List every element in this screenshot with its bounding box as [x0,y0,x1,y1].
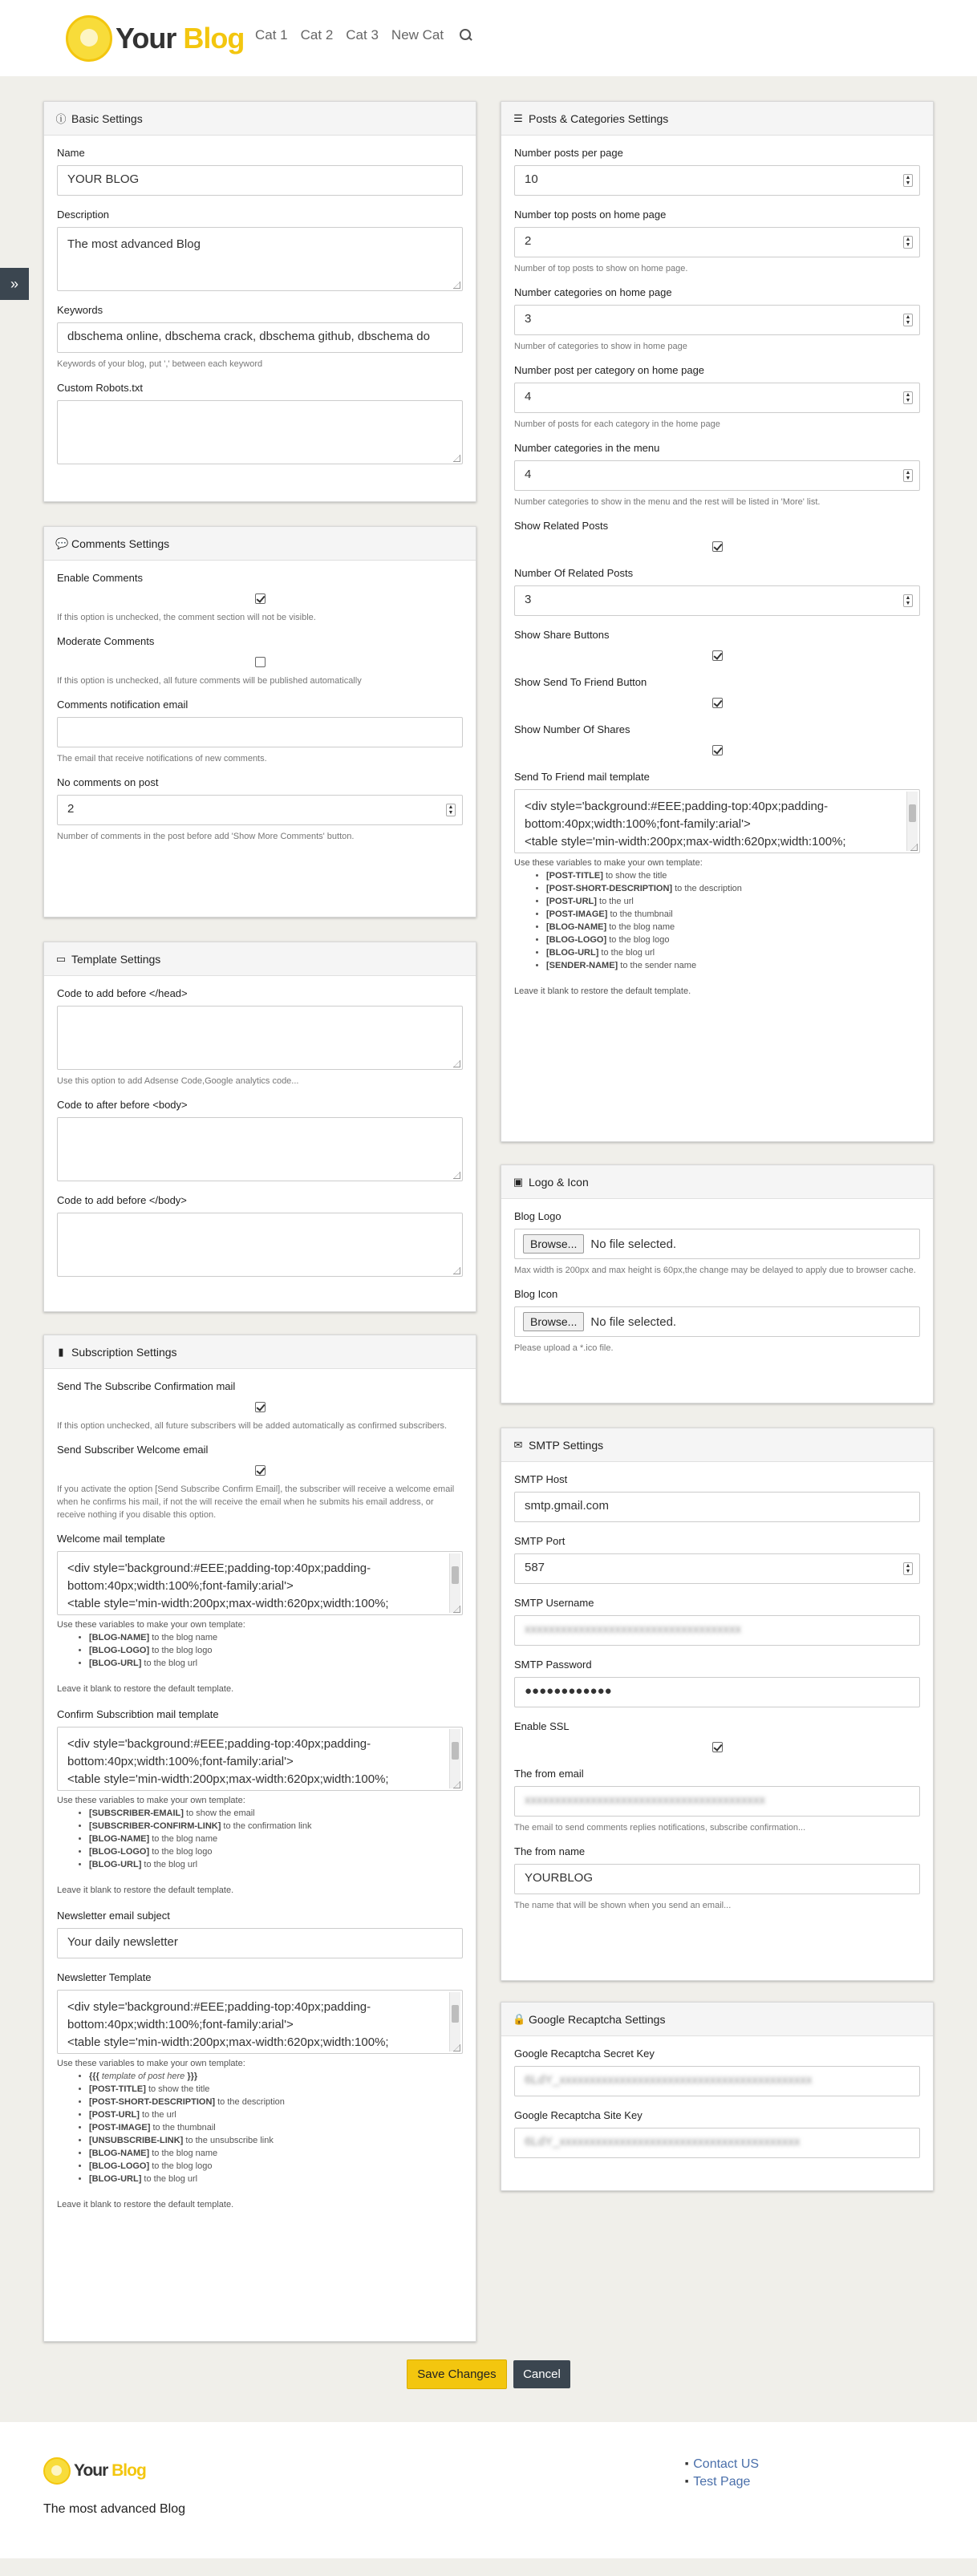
monitor-icon: ▭ [55,952,67,965]
textarea-scrollbar[interactable] [449,1553,460,1613]
panel-title: Basic Settings [71,111,143,125]
blog-icon-file-input[interactable] [514,1306,920,1337]
blog-icon-help: Please upload a *.ico file. [514,1343,614,1353]
panel-title: Comments Settings [71,537,170,550]
comments-count-input[interactable]: 2 ▲ ▼ [57,795,463,825]
welcome-template-textarea[interactable]: <div style='background:#EEE;padding-top:40px;padding- bottom:40px;width:100%;font-family:arial'> <table style='min-width:200px;max-width:620px;width:100%; [57,1551,463,1615]
file-status: No file selected. [590,1314,677,1329]
browse-button[interactable]: Browse... [523,1234,584,1254]
comments-count-help: Number of comments in the post before add 'Show More Comments' button. [57,832,355,841]
logo-text: Your Blog [74,2461,146,2480]
keywords-help: Keywords of your blog, put ',' between each keyword [57,359,263,369]
enable-ssl-checkbox[interactable] [712,1742,723,1752]
number-spinner-icon[interactable]: ▲ ▼ [903,314,913,326]
comments-settings-panel [43,526,476,917]
moderate-comments-help: If this option is unchecked, all future comments will be published automatically [57,676,362,686]
number-spinner-icon[interactable]: ▲ ▼ [903,594,913,607]
recaptcha-site-label: Google Recaptcha Site Key [514,2109,643,2121]
site-header [0,0,977,76]
keywords-input[interactable]: dbschema online, dbschema crack, dbschema github, dbschema do [57,322,463,353]
head-code-label: Code to add before </head> [57,987,188,999]
body-close-code-label: Code to add before </body> [57,1194,187,1206]
footer-link-contact[interactable]: ■ Contact US [685,2457,759,2472]
from-email-label: The from email [514,1768,584,1780]
confirm-mail-help: If this option unchecked, all future subscribers will be added automatically as confirmed subscribers. [57,1421,448,1431]
panel-heading [44,942,476,976]
textarea-scrollbar[interactable] [449,1992,460,2051]
smtp-username-label: SMTP Username [514,1597,594,1609]
from-name-input[interactable]: YOURBLOG [514,1864,920,1894]
related-count-label: Number Of Related Posts [514,567,634,579]
envelope-icon: ✉ [513,1438,523,1451]
welcome-template-vars: Use these variables to make your own template: • [BLOG-NAME] to the blog name • [BLOG-LOGO] to the blog logo • [BLOG-URL] to the blog url Leave it blank to restore the default template. [57,1618,463,1695]
panel-heading [44,102,476,136]
number-spinner-icon[interactable]: ▲ ▼ [446,804,456,816]
smtp-host-input[interactable]: smtp.gmail.com [514,1492,920,1522]
related-count-input[interactable]: 3 ▲ ▼ [514,585,920,616]
recaptcha-secret-input[interactable]: 6LdY_xxxxxxxxxxxxxxxxxxxxxxxxxxxxxxxxxxxxxxxxxx [514,2066,920,2096]
head-code-help: Use this option to add Adsense Code,Google analytics code... [57,1076,299,1086]
comment-icon: 💬 [55,537,69,549]
welcome-mail-help: If you activate the option [Send Subscribe Confirm Email], the subscriber will receive a welcome email when he confirms his mail, if not the will receive the email when he submits his email address, or receive nothing if you disable this option. [57,1484,455,1520]
panel-title: Logo & Icon [529,1175,589,1189]
posts-per-page-label: Number posts per page [514,147,623,159]
newsletter-template-label: Newsletter Template [57,1971,152,1983]
robots-label: Custom Robots.txt [57,382,143,394]
home-categories-input[interactable]: 3 ▲ ▼ [514,305,920,335]
panel-heading [501,2003,933,2036]
template-settings-panel [43,942,476,1312]
panel-heading [501,1428,933,1462]
moderate-comments-label: Moderate Comments [57,635,155,647]
main-nav [255,27,472,43]
body-close-code-textarea[interactable] [57,1213,463,1277]
related-posts-checkbox[interactable] [712,541,723,552]
smtp-port-label: SMTP Port [514,1535,566,1547]
form-actions [0,2359,977,2389]
robots-textarea[interactable] [57,400,463,464]
logo-mark-icon [66,15,112,62]
browse-button[interactable]: Browse... [523,1312,584,1331]
smtp-password-input[interactable]: ●●●●●●●●●●●● [514,1677,920,1707]
smtp-port-input[interactable]: 587 ▲ ▼ [514,1553,920,1584]
list-icon: ☰ [513,111,523,124]
recaptcha-site-input[interactable]: 6LdY_xxxxxxxxxxxxxxxxxxxxxxxxxxxxxxxxxxxxxxxx [514,2128,920,2158]
enable-comments-checkbox[interactable] [255,593,266,604]
enable-comments-help: If this option is unchecked, the comment section will not be visible. [57,613,316,622]
basic-settings-panel [43,101,476,502]
save-changes-button[interactable]: Save Changes [407,2359,506,2389]
number-spinner-icon[interactable]: ▲ ▼ [903,469,913,482]
menu-categories-label: Number categories in the menu [514,442,660,454]
keywords-label: Keywords [57,304,103,316]
smtp-password-label: SMTP Password [514,1659,592,1671]
description-textarea[interactable]: The most advanced Blog [57,227,463,291]
image-icon: ▣ [513,1175,524,1188]
top-posts-help: Number of top posts to show on home page. [514,264,688,273]
posts-categories-panel [501,101,934,1142]
from-email-help: The email to send comments replies notifications, subscribe confirmation... [514,1823,806,1833]
posts-per-page-input[interactable]: 10 ▲ ▼ [514,165,920,196]
from-email-input[interactable]: xxxxxxxxxxxxxxxxxxxxxxxxxxxxxxxxxxxxxxxx [514,1786,920,1817]
panel-title: Posts & Categories Settings [529,111,669,125]
site-footer [0,2422,977,2558]
smtp-host-label: SMTP Host [514,1473,568,1485]
confirm-template-label: Confirm Subscribtion mail template [57,1708,219,1720]
newsletter-template-vars: Use these variables to make your own template: • {{{ template of post here }}} • [POST-TITLE] to show the title • [POST-SHORT-DESCRIPTION] to the description • [POST-URL] to the url • [POST-IMAGE] to the thumbnail • [UNSUBSCRIBE-LINK] to the unsubscribe link • [BLOG-NAME] to the blog name • [BLOG-LOGO] to the blog logo • [BLOG-URL] to the blog url Leave it blank to restore the default template. [57,2057,463,2211]
footer-link-test-page[interactable]: ■ Test Page [685,2475,759,2489]
share-count-checkbox[interactable] [712,745,723,755]
footer-logo[interactable] [43,2457,146,2485]
lock-icon: 🔒 [513,2012,526,2025]
related-posts-label: Show Related Posts [514,520,609,532]
newsletter-template-textarea[interactable]: <div style='background:#EEE;padding-top:40px;padding- bottom:40px;width:100%;font-family:arial'> <table style='min-width:200px;max-width:620px;width:100%; [57,1990,463,2054]
comments-count-label: No comments on post [57,776,159,788]
cancel-button[interactable]: Cancel [513,2360,570,2388]
welcome-mail-checkbox[interactable] [255,1465,266,1476]
menu-categories-help: Number categories to show in the menu and the rest will be listed in 'More' list. [514,497,821,507]
posts-per-category-help: Number of posts for each category in the home page [514,419,720,429]
description-label: Description [57,209,110,221]
from-name-label: The from name [514,1845,586,1857]
panel-title: Google Recaptcha Settings [529,2012,666,2026]
panel-title: Subscription Settings [71,1345,177,1359]
body-open-code-label: Code to after before <body> [57,1099,188,1111]
friend-template-label: Send To Friend mail template [514,771,650,783]
friend-template-textarea[interactable]: <div style='background:#EEE;padding-top:40px;padding- bottom:40px;width:100%;font-family:arial'> <table style='min-width:200px;max-width:620px;width:100%; [514,789,920,853]
confirm-template-textarea[interactable]: <div style='background:#EEE;padding-top:40px;padding- bottom:40px;width:100%;font-family:arial'> <table style='min-width:200px;max-width:620px;width:100%; [57,1727,463,1791]
share-count-label: Show Number Of Shares [514,723,630,735]
body-open-code-textarea[interactable] [57,1117,463,1181]
share-buttons-label: Show Share Buttons [514,629,610,641]
friend-template-vars: Use these variables to make your own template: • [POST-TITLE] to show the title • [POST-SHORT-DESCRIPTION] to the description • [POST-URL] to the url • [POST-IMAGE] to the thumbnail • [BLOG-NAME] to the blog name • [BLOG-LOGO] to the blog logo • [BLOG-URL] to the blog url • [SENDER-NAME] to the sender name Leave it blank to restore the default template. [514,857,920,998]
panel-title: SMTP Settings [529,1438,604,1452]
recaptcha-settings-panel [501,2002,934,2191]
confirm-mail-label: Send The Subscribe Confirmation mail [57,1380,236,1392]
notification-email-label: Comments notification email [57,699,189,711]
number-spinner-icon[interactable]: ▲ ▼ [903,391,913,404]
blog-icon-label: Blog Icon [514,1288,558,1300]
blog-logo-file-input[interactable] [514,1229,920,1259]
home-categories-label: Number categories on home page [514,286,672,298]
footer-tagline: The most advanced Blog [43,2502,185,2516]
logo-mark-icon [43,2457,71,2485]
panel-title: Template Settings [71,952,161,966]
smtp-username-input[interactable]: xxxxxxxxxxxxxxxxxxxxxxxxxxxxxxxxxxxx [514,1615,920,1646]
panel-heading [501,1165,933,1199]
search-icon[interactable] [460,29,472,42]
top-posts-label: Number top posts on home page [514,209,667,221]
logo-text: Your Blog [116,22,245,55]
name-label: Name [57,147,85,159]
recaptcha-secret-label: Google Recaptcha Secret Key [514,2047,655,2060]
head-code-textarea[interactable] [57,1006,463,1070]
blog-logo-label: Blog Logo [514,1210,561,1222]
logo-icon-panel [501,1164,934,1403]
number-spinner-icon[interactable]: ▲ ▼ [903,174,913,187]
footer-links [685,2457,759,2493]
posts-per-category-label: Number post per category on home page [514,364,705,376]
info-icon: ⓘ [55,113,67,125]
nav-link-new-cat[interactable]: New Cat [391,27,444,43]
from-name-help: The name that will be shown when you send an email... [514,1901,732,1910]
notification-email-input[interactable] [57,717,463,747]
smtp-settings-panel [501,1428,934,1981]
number-spinner-icon[interactable]: ▲ ▼ [903,236,913,249]
number-spinner-icon[interactable]: ▲ ▼ [903,1562,913,1575]
panel-heading [44,527,476,561]
name-input[interactable]: YOUR BLOG [57,165,463,196]
send-friend-checkbox[interactable] [712,698,723,708]
share-buttons-checkbox[interactable] [712,650,723,661]
confirm-mail-checkbox[interactable] [255,1402,266,1412]
welcome-template-label: Welcome mail template [57,1533,165,1545]
book-icon: ▮ [58,1345,64,1358]
blog-logo-help: Max width is 200px and max height is 60px,the change may be delayed to apply due to browser cache. [514,1266,916,1275]
file-status: No file selected. [590,1237,677,1251]
sidebar-toggle-icon[interactable]: » [0,268,29,300]
send-friend-label: Show Send To Friend Button [514,676,647,688]
nav-link-cat-2[interactable]: Cat 2 [300,27,334,43]
textarea-scrollbar[interactable] [906,792,918,851]
enable-comments-label: Enable Comments [57,572,143,584]
newsletter-subject-input[interactable]: Your daily newsletter [57,1928,463,1958]
panel-heading [501,102,933,136]
panel-heading [44,1335,476,1369]
posts-per-category-input[interactable]: 4 ▲ ▼ [514,383,920,413]
confirm-template-vars: Use these variables to make your own template: • [SUBSCRIBER-EMAIL] to show the email • [SUBSCRIBER-CONFIRM-LINK] to the confirmation link • [BLOG-NAME] to the blog name • [BLOG-LOGO] to the blog logo • [BLOG-URL] to the blog url Leave it blank to restore the default template. [57,1794,463,1897]
top-posts-input[interactable]: 2 ▲ ▼ [514,227,920,257]
newsletter-subject-label: Newsletter email subject [57,1910,170,1922]
nav-link-cat-3[interactable]: Cat 3 [346,27,379,43]
menu-categories-input[interactable]: 4 ▲ ▼ [514,460,920,491]
site-logo[interactable] [66,14,244,63]
nav-link-cat-1[interactable]: Cat 1 [255,27,288,43]
welcome-mail-label: Send Subscriber Welcome email [57,1444,209,1456]
textarea-scrollbar[interactable] [449,1729,460,1788]
notification-email-help: The email that receive notifications of new comments. [57,754,267,763]
subscription-settings-panel [43,1335,476,2342]
enable-ssl-label: Enable SSL [514,1720,570,1732]
moderate-comments-checkbox[interactable] [255,657,266,667]
home-categories-help: Number of categories to show in home page [514,342,687,351]
